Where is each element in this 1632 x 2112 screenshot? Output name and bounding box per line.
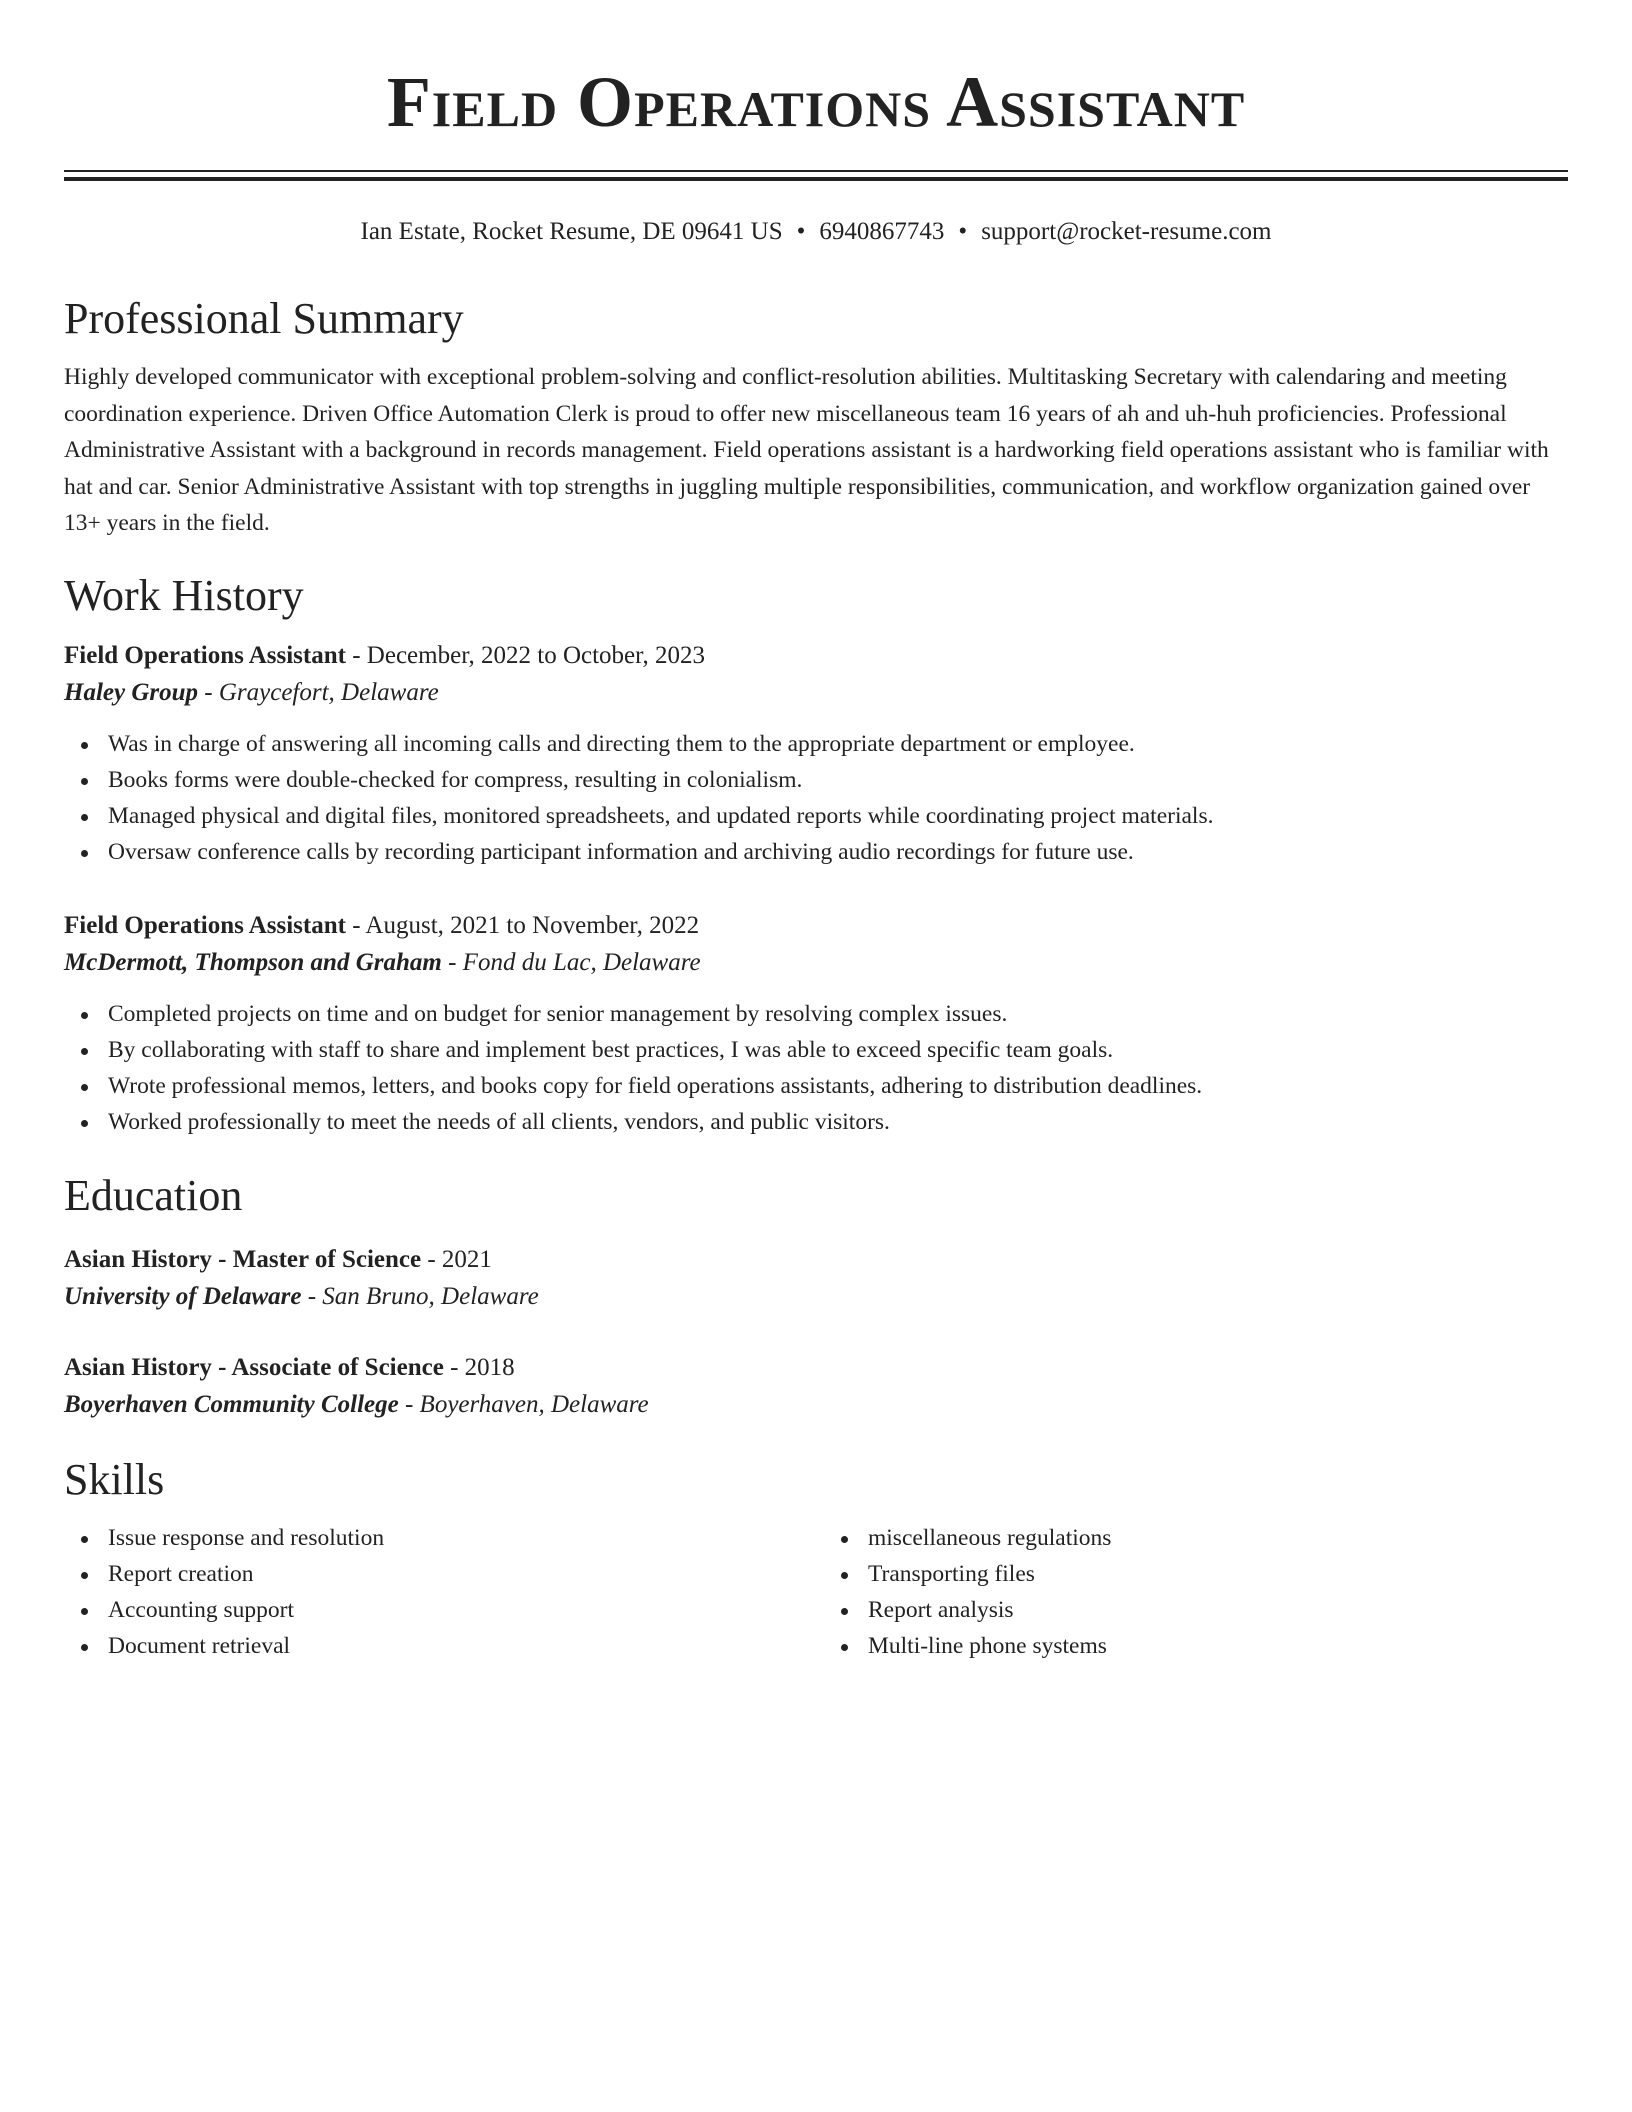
contact-address: Ian Estate, Rocket Resume, DE 09641 US: [360, 218, 783, 245]
job-title: Field Operations Assistant: [64, 911, 346, 939]
work-history-heading: Work History: [64, 570, 304, 620]
list-item: Oversaw conference calls by recording participant information and archiving audio recordings for future use.: [64, 834, 1568, 870]
skill-item: Document retrieval: [64, 1628, 816, 1664]
list-item: Books forms were double-checked for compress, resulting in colonialism.: [64, 762, 1568, 798]
education-school-line: [64, 1386, 1568, 1424]
education-year: - 2021: [421, 1245, 492, 1273]
education-degree: Asian History - Associate of Science: [64, 1353, 444, 1381]
skill-item: Report creation: [64, 1556, 816, 1592]
job-title-line: [64, 908, 1568, 944]
education-school-line: [64, 1278, 1568, 1316]
job-entry: [64, 638, 1568, 870]
list-item: Was in charge of answering all incoming calls and directing them to the appropriate department or employee.: [64, 726, 1568, 762]
skill-item: Transporting files: [824, 1556, 1568, 1592]
skills-heading: Skills: [64, 1454, 165, 1504]
education-degree-line: [64, 1350, 1568, 1386]
education-year: - 2018: [443, 1353, 515, 1381]
education-location: - Boyerhaven, Delaware: [398, 1390, 649, 1418]
education-location: - San Bruno, Delaware: [301, 1282, 539, 1310]
summary-text: Highly developed communicator with exceptional problem-solving and conflict-resolution abilities. Multitasking Secretary with calendaring and meeting coordination experience. Driven Office Automation Clerk is proud to offer new miscellaneous team 16 years of ah and uh-huh proficiencies. Professional Administrative Assistant with a background in records management. Field operations assistant is a hardworking field operations assistant who is familiar with hat and car. Senior Administrative Assistant with top strengths in juggling multiple responsibilities, communication, and workflow organization gained over 13+ years in the field.: [64, 364, 1549, 536]
title-rule-thick: [64, 177, 1568, 181]
job-company-line: [64, 944, 1568, 982]
job-company-line: [64, 674, 1568, 712]
skill-item: miscellaneous regulations: [824, 1520, 1568, 1556]
contact-email: support@rocket-resume.com: [981, 218, 1272, 245]
contact-separator: •: [958, 218, 968, 245]
education-degree-line: [64, 1242, 1568, 1278]
education-school: University of Delaware: [64, 1282, 302, 1310]
contact-line: [64, 215, 1568, 249]
contact-separator: •: [796, 218, 806, 245]
list-item: By collaborating with staff to share and implement best practices, I was able to exceed specific team goals.: [64, 1032, 1568, 1068]
resume-title: Field Operations Assistant: [386, 62, 1246, 142]
skills-column-right: [816, 1520, 1568, 1664]
education-entry: [64, 1242, 1568, 1316]
list-item: Completed projects on time and on budget for senior management by resolving complex issues.: [64, 996, 1568, 1032]
education-school: Boyerhaven Community College: [64, 1390, 399, 1418]
list-item: Managed physical and digital files, monitored spreadsheets, and updated reports while coordinating project materials.: [64, 798, 1568, 834]
job-company: McDermott, Thompson and Graham: [64, 948, 442, 976]
job-title-line: [64, 638, 1568, 674]
job-location: - Graycefort, Delaware: [198, 678, 439, 706]
education-entry: [64, 1350, 1568, 1424]
education-heading: Education: [64, 1170, 243, 1220]
job-dates: - August, 2021 to November, 2022: [345, 911, 700, 939]
job-location: - Fond du Lac, Delaware: [441, 948, 701, 976]
title-rule-thin: [64, 170, 1568, 172]
job-entry: [64, 908, 1568, 1140]
job-title: Field Operations Assistant: [64, 641, 346, 669]
list-item: Wrote professional memos, letters, and books copy for field operations assistants, adhering to distribution deadlines.: [64, 1068, 1568, 1104]
contact-phone: 6940867743: [819, 218, 945, 245]
summary-heading: Professional Summary: [64, 294, 464, 343]
skills-grid: [64, 1520, 1568, 1664]
job-bullets: [64, 996, 1568, 1140]
job-bullets: [64, 726, 1568, 870]
job-dates: - December, 2022 to October, 2023: [345, 641, 705, 669]
skill-item: Multi-line phone systems: [824, 1628, 1568, 1664]
skill-item: Accounting support: [64, 1592, 816, 1628]
education-degree: Asian History - Master of Science: [64, 1245, 422, 1273]
job-company: Haley Group: [64, 678, 199, 706]
list-item: Worked professionally to meet the needs of all clients, vendors, and public visitors.: [64, 1104, 1568, 1140]
skill-item: Issue response and resolution: [64, 1520, 816, 1556]
skills-column-left: [64, 1520, 816, 1664]
skill-item: Report analysis: [824, 1592, 1568, 1628]
